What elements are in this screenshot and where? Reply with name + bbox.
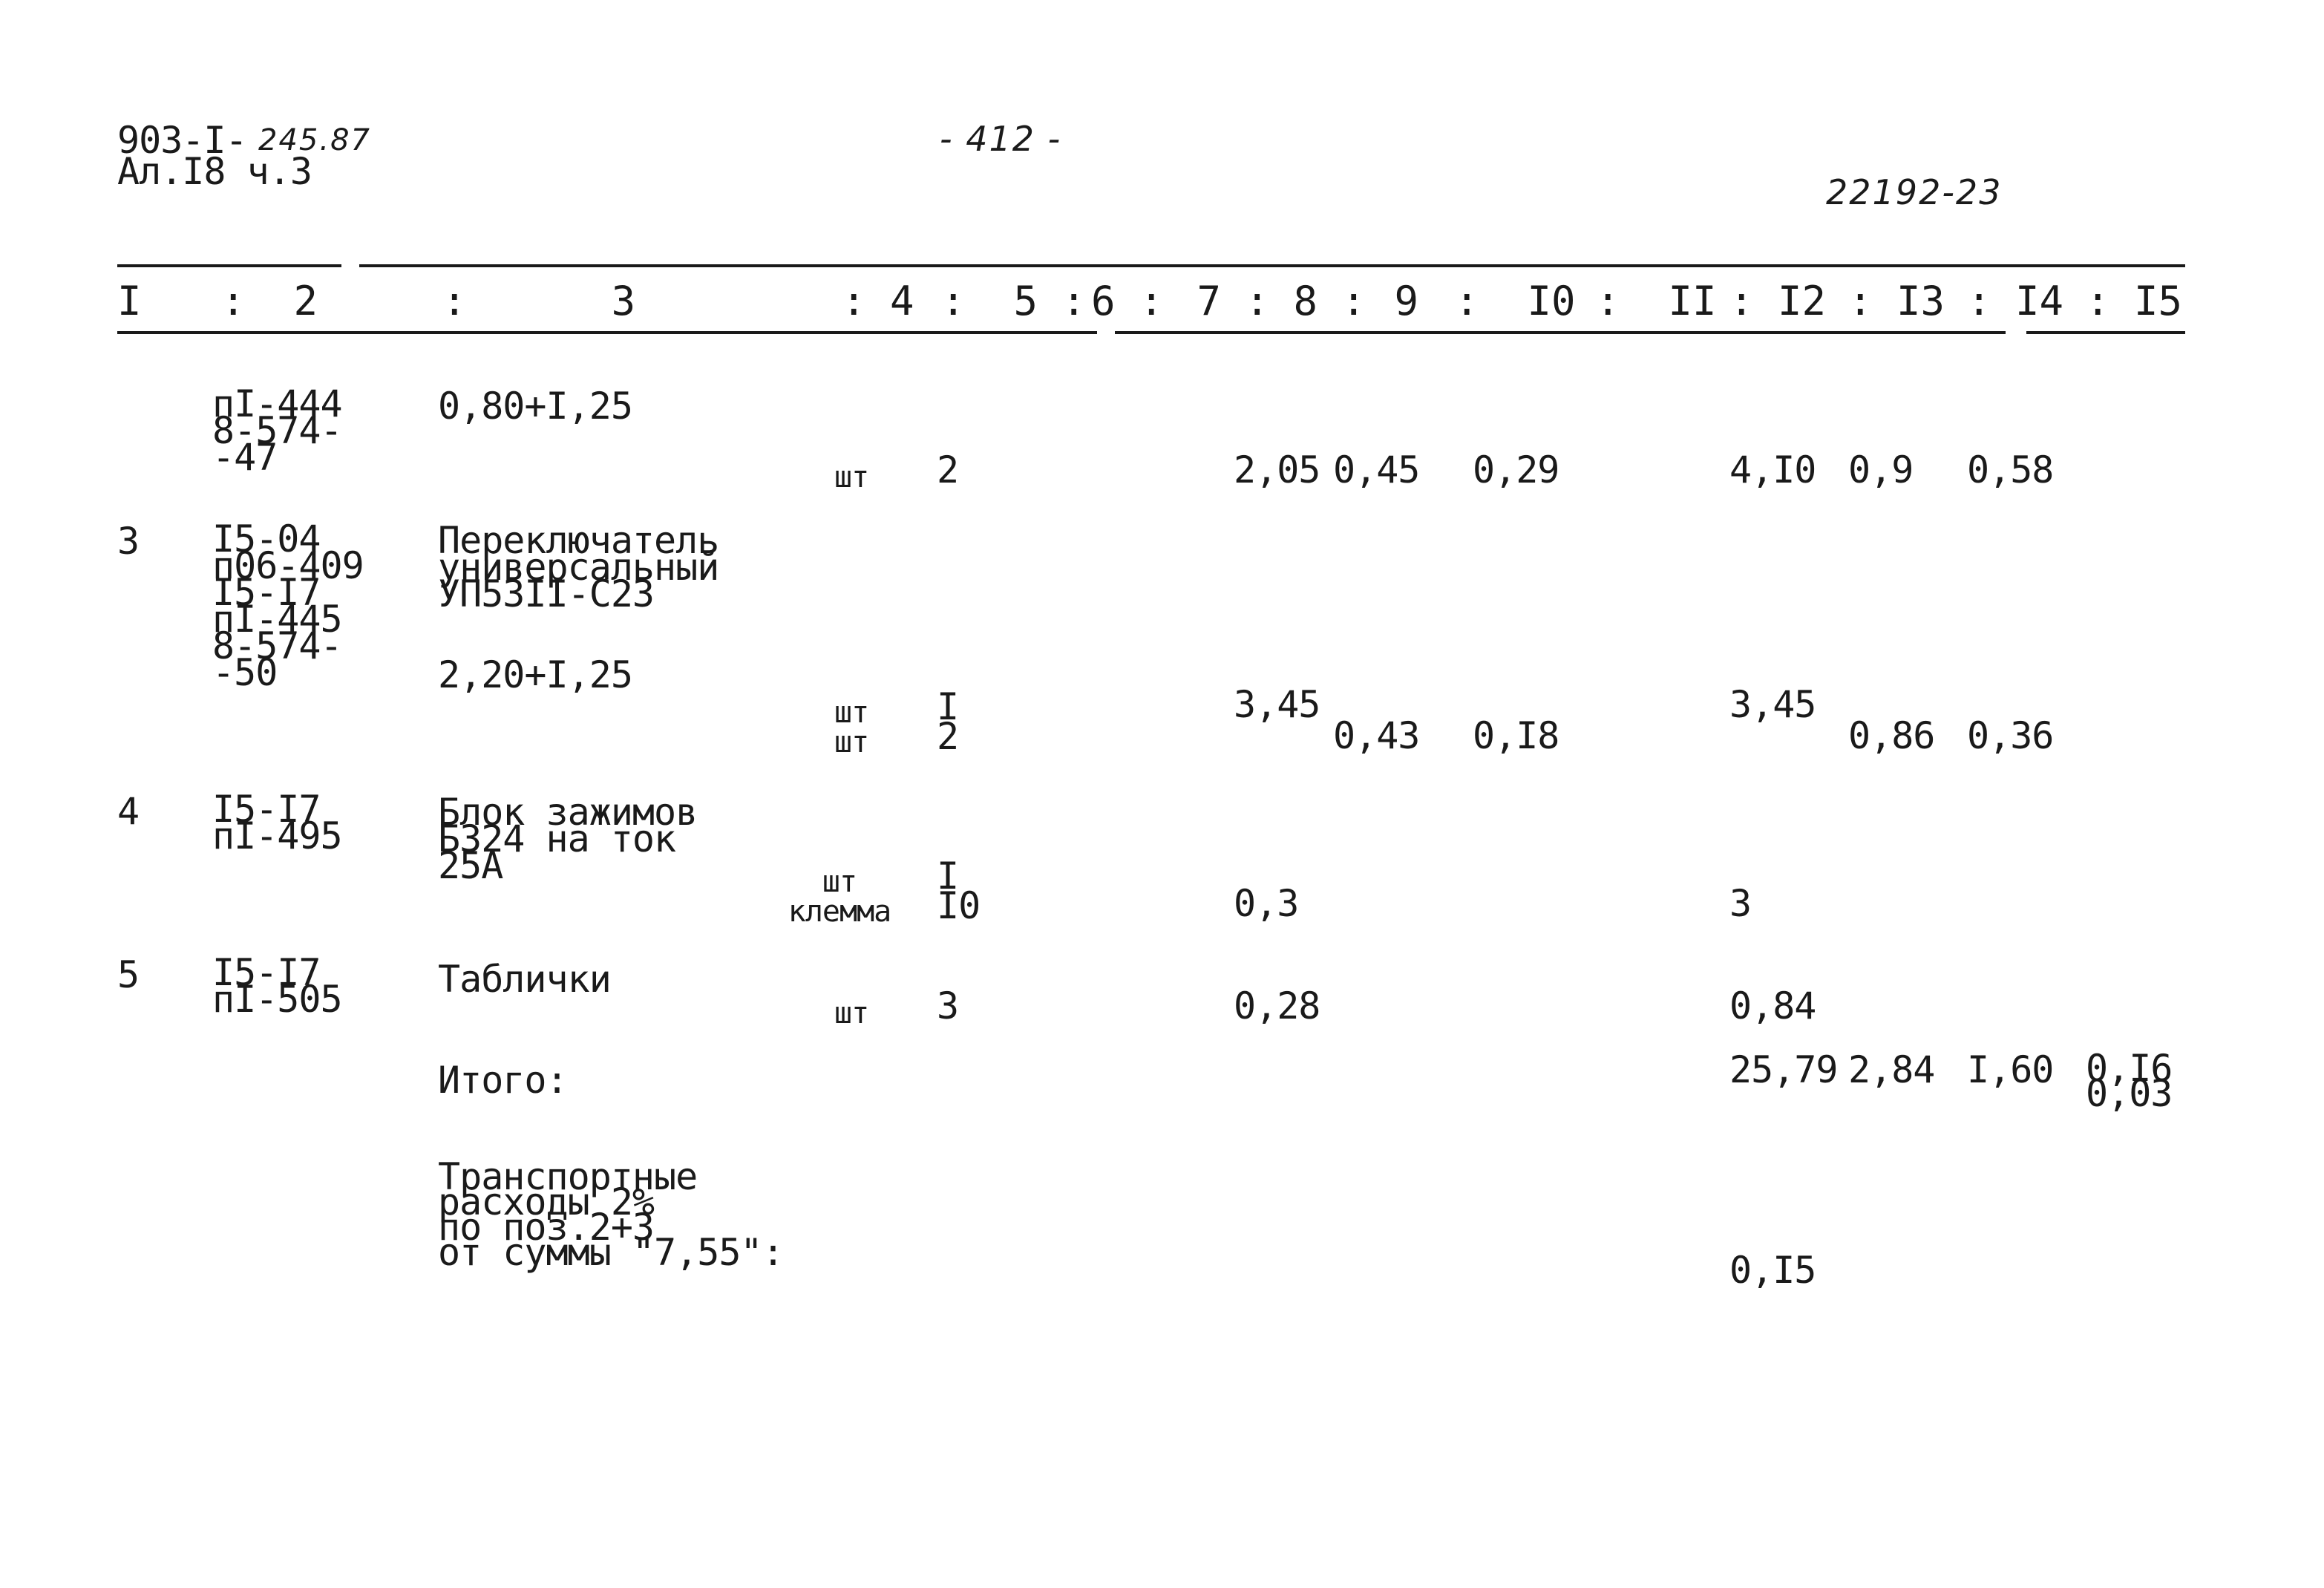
column-5: : 5 : [941,278,1087,324]
row-col8: 0,3 [1234,882,1299,925]
header-rule-bottom [117,331,1097,334]
column-13: : I3 [1848,278,1945,324]
column-7: 7 : [1173,278,1270,324]
doc-number: 22192-23 [1826,172,2003,212]
row-unit: шт клемма [788,865,891,929]
header-rule-bottom [2026,331,2185,334]
row-col13: 0,86 [1848,714,1935,757]
row-col12: 3 [1729,882,1752,925]
row-col14: 0,36 [1967,714,2054,757]
row-number: 4 [117,790,140,833]
row-unit: шт [834,996,869,1030]
row-name: Переключатель универсальный УП53II-С23 [438,519,719,615]
total-col13: 2,84 [1848,1048,1935,1091]
row-qty: I I0 [937,855,981,927]
row-col12: 0,84 [1729,984,1816,1027]
column-11: : II [1596,278,1717,324]
row-code: пI-444 8-574- -47 [212,382,342,479]
row-col12: 3,45 [1729,683,1816,726]
column-4: : 4 [842,278,914,324]
row-number: 5 [117,953,140,996]
column-12: : I2 [1729,278,1827,324]
row-name: Таблички [438,958,611,1001]
row-col9: 0,45 [1333,448,1420,491]
doc-code-prefix: 903-I- [117,119,247,162]
column-14: : I4 [1967,278,2064,324]
header-rule-bottom [1115,331,2006,334]
row-qty: I 2 [937,685,959,758]
row-col10: 0,29 [1473,448,1559,491]
row-qty: 2 [937,448,959,491]
column-1: I [117,278,142,324]
row-name: Блок зажимов Б324 на ток 25А [438,791,698,887]
row-col9: 0,43 [1333,714,1420,757]
column-6: 6 : [1091,278,1164,324]
header-rule-top [359,264,2185,267]
row-code: I5-04 п06-409 I5-I7 пI-445 8-574- -50 [212,517,364,694]
column-10: : I0 [1455,278,1576,324]
column-2: : 2 [221,278,318,324]
row-col14: 0,58 [1967,448,2054,491]
row-number: 3 [117,520,140,563]
row-qty: 3 [937,984,959,1027]
total-col15: 0,I6 0,03 [2086,1047,2173,1115]
column-3: : 3 [442,278,636,324]
row-col8: 3,45 [1234,683,1320,726]
row-name-detail: 2,20+I,25 [438,653,632,696]
page-number: - 412 - [940,119,1062,159]
column-8: 8 : [1269,278,1366,324]
doc-code-handwritten: 245.87 [258,123,371,157]
row-unit: шт [834,460,869,494]
transport-label: Транспортные расходы 2% по поз.2+3 от суммы "7,55": [438,1155,784,1274]
row-col8: 2,05 [1234,448,1320,491]
total-col12: 25,79 [1729,1048,1838,1091]
row-unit: шт шт [834,696,869,759]
column-9: 9 [1370,278,1419,324]
row-col8: 0,28 [1234,984,1320,1027]
doc-sheet: Ал.I8 ч.3 [117,150,312,193]
total-label: Итого: [438,1059,568,1102]
column-15: : I5 [2086,278,2183,324]
row-code: I5-I7 пI-505 [212,951,342,1021]
row-name: 0,80+I,25 [438,385,632,428]
row-code: I5-I7 пI-495 [212,788,342,857]
header-rule-top [117,264,341,267]
row-col13: 0,9 [1848,448,1914,491]
transport-col12: 0,I5 [1729,1249,1816,1292]
row-col12: 4,I0 [1729,448,1816,491]
row-col10: 0,I8 [1473,714,1559,757]
total-col14: I,60 [1967,1048,2054,1091]
